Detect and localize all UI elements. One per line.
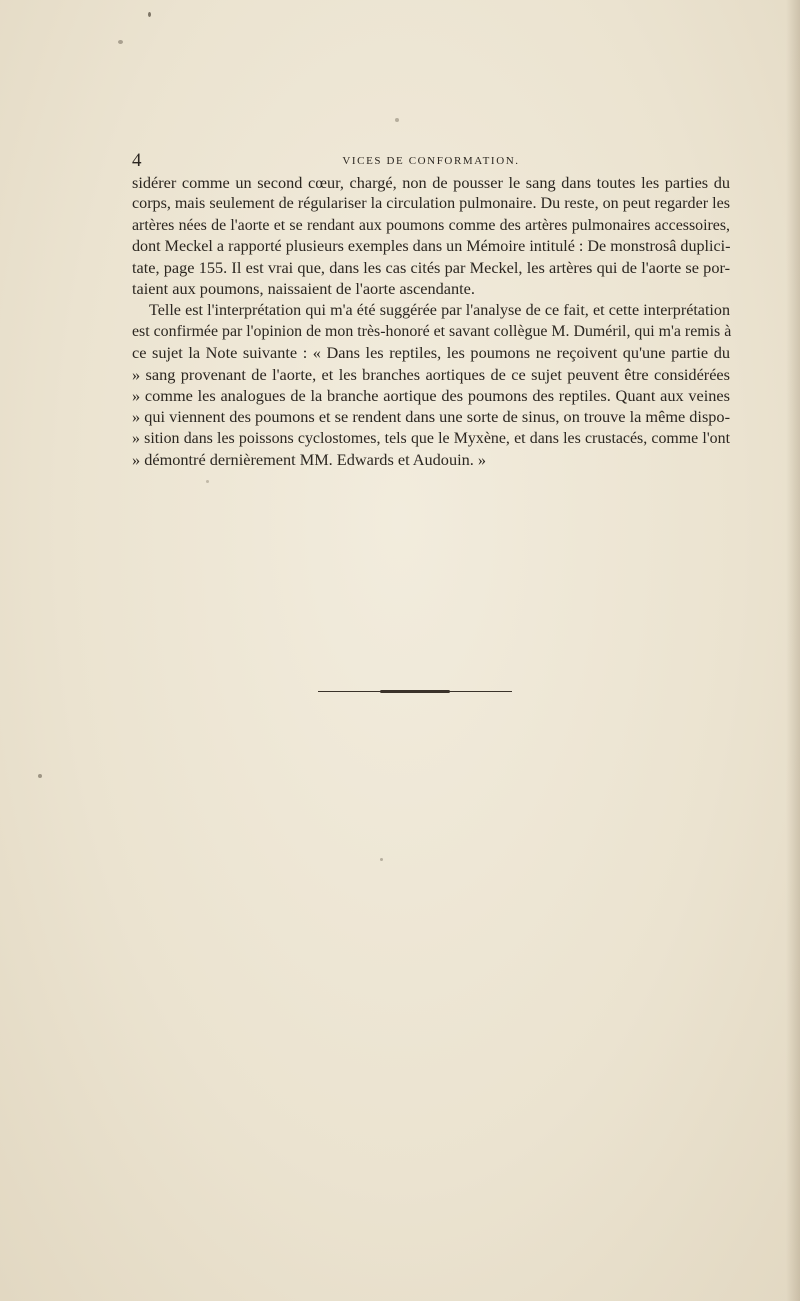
text-line: » sang provenant de l'aorte, et les branches aortiques de ce sujet peuvent être considérées [132,364,730,384]
running-title: VICES DE CONFORMATION. [342,155,520,167]
text-line: artères nées de l'aorte et se rendant aux poumons comme des artères pulmonaires accessoires, [132,216,730,234]
paper-speck [395,118,399,122]
paper-speck [206,480,209,483]
text-line: » comme les analogues de la branche aortique des poumons des reptiles. Quant aux veines [132,385,730,405]
page-number: 4 [132,150,142,171]
paragraph-1 [132,172,730,300]
paper-speck [380,858,383,861]
text-line: sidérer comme un second cœur, chargé, non de pousser le sang dans toutes les parties du [132,173,730,192]
page-header [132,150,730,174]
text-line: » démontré dernièrement MM. Edwards et Audouin. » [132,449,487,469]
text-line: taient aux poumons, naissaient de l'aorte ascendante. [132,279,475,299]
text-line: dont Meckel a rapporté plusieurs exemples dans un Mémoire intitulé : De monstrosâ duplici- [132,237,731,255]
paragraph-2 [132,300,730,470]
paper-speck [118,40,123,44]
section-end-rule [318,690,512,693]
text-line: » qui viennent des poumons et se rendent dans une sorte de sinus, on trouve la même dispo- [132,407,730,427]
body-text [132,172,730,470]
text-line: ce sujet la Note suivante : « Dans les reptiles, les poumons ne reçoivent qu'une partie du [132,343,730,363]
text-line: corps, mais seulement de régulariser la circulation pulmonaire. Du reste, on peut regarder les [132,195,730,213]
page-edge-shadow [786,0,800,1301]
text-line: est confirmée par l'opinion de mon très-honoré et savant collègue M. Duméril, qui m'a remis à [132,323,732,341]
rule-thick-center [380,690,450,693]
paper-speck [148,12,151,17]
text-line: tate, page 155. Il est vrai que, dans les cas cités par Meckel, les artères qui de l'aorte se por- [132,258,730,278]
text-line: Telle est l'interprétation qui m'a été suggérée par l'analyse de ce fait, et cette interprétation [149,301,730,319]
paper-speck [38,774,42,778]
text-line: » sition dans les poissons cyclostomes, tels que le Myxène, et dans les crustacés, comme l'ont [132,429,730,447]
